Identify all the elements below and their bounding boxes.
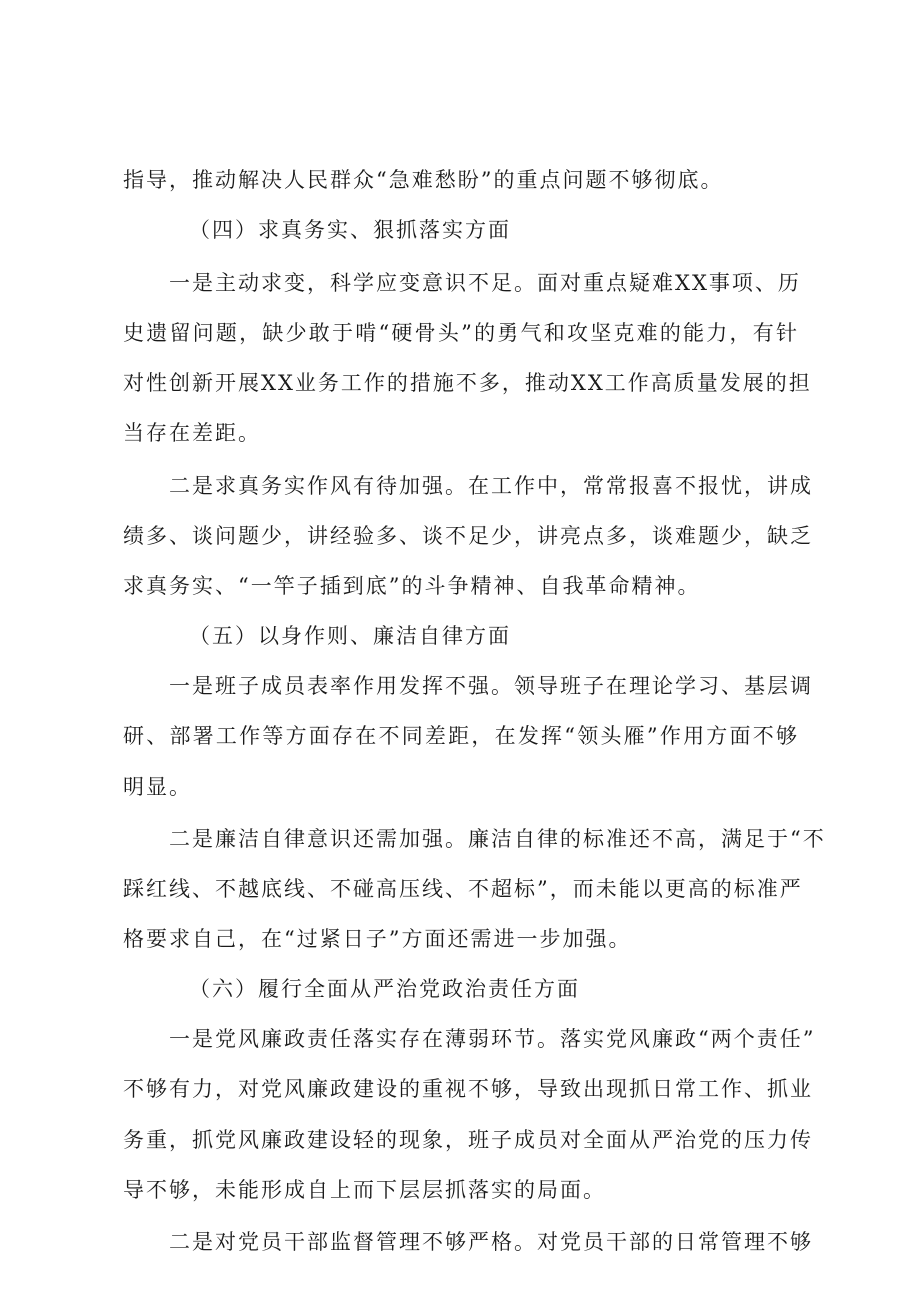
body-line: 研、部署工作等方面存在不同差距，在发挥“领头雁”作用方面不够 — [123, 724, 799, 748]
body-line: 一是主动求变，科学应变意识不足。面对重点疑难XX事项、历 — [169, 271, 801, 295]
body-line: 当存在差距。 — [123, 421, 261, 445]
body-line: 导不够，未能形成自上而下层层抓落实的局面。 — [123, 1178, 606, 1202]
body-line: 不够有力，对党风廉政建设的重视不够，导致出现抓日常工作、抓业 — [123, 1077, 813, 1101]
body-line: 对性创新开展XX业务工作的措施不多，推动XX工作高质量发展的担 — [123, 371, 812, 395]
body-line: 明显。 — [123, 775, 192, 799]
body-line: 指导，推动解决人民群众“急难愁盼”的重点问题不够彻底。 — [123, 168, 724, 192]
body-line: 一是党风廉政责任落实存在薄弱环节。落实党风廉政“两个责任” — [169, 1027, 816, 1051]
body-line: 务重，抓党风廉政建设轻的现象，班子成员对全面从严治党的压力传 — [123, 1128, 813, 1152]
body-line: 踩红线、不越底线、不碰高压线、不超标”，而未能以更高的标准严 — [123, 877, 803, 901]
body-line: 史遗留问题，缺少敢于啃“硬骨头”的勇气和攻坚克难的能力，有针 — [123, 321, 799, 345]
body-line: 二是廉洁自律意识还需加强。廉洁自律的标准还不高，满足于“不 — [169, 827, 826, 851]
section-heading: （四）求真务实、狠抓落实方面 — [189, 218, 511, 242]
section-heading: （六）履行全面从严治党政治责任方面 — [189, 977, 580, 1001]
body-line: 二是求真务实作风有待加强。在工作中，常常报喜不报忧，讲成 — [169, 474, 813, 498]
body-line: 一是班子成员表率作用发挥不强。领导班子在理论学习、基层调 — [169, 674, 813, 698]
body-line: 格要求自己，在“过紧日子”方面还需进一步加强。 — [123, 927, 632, 951]
body-line: 绩多、谈问题少，讲经验多、谈不足少，讲亮点多，谈难题少，缺乏 — [123, 524, 813, 548]
body-line: 求真务实、“一竿子插到底”的斗争精神、自我革命精神。 — [123, 574, 701, 598]
section-heading: （五）以身作则、廉洁自律方面 — [189, 624, 511, 648]
body-line: 二是对党员干部监督管理不够严格。对党员干部的日常管理不够 — [169, 1230, 813, 1254]
